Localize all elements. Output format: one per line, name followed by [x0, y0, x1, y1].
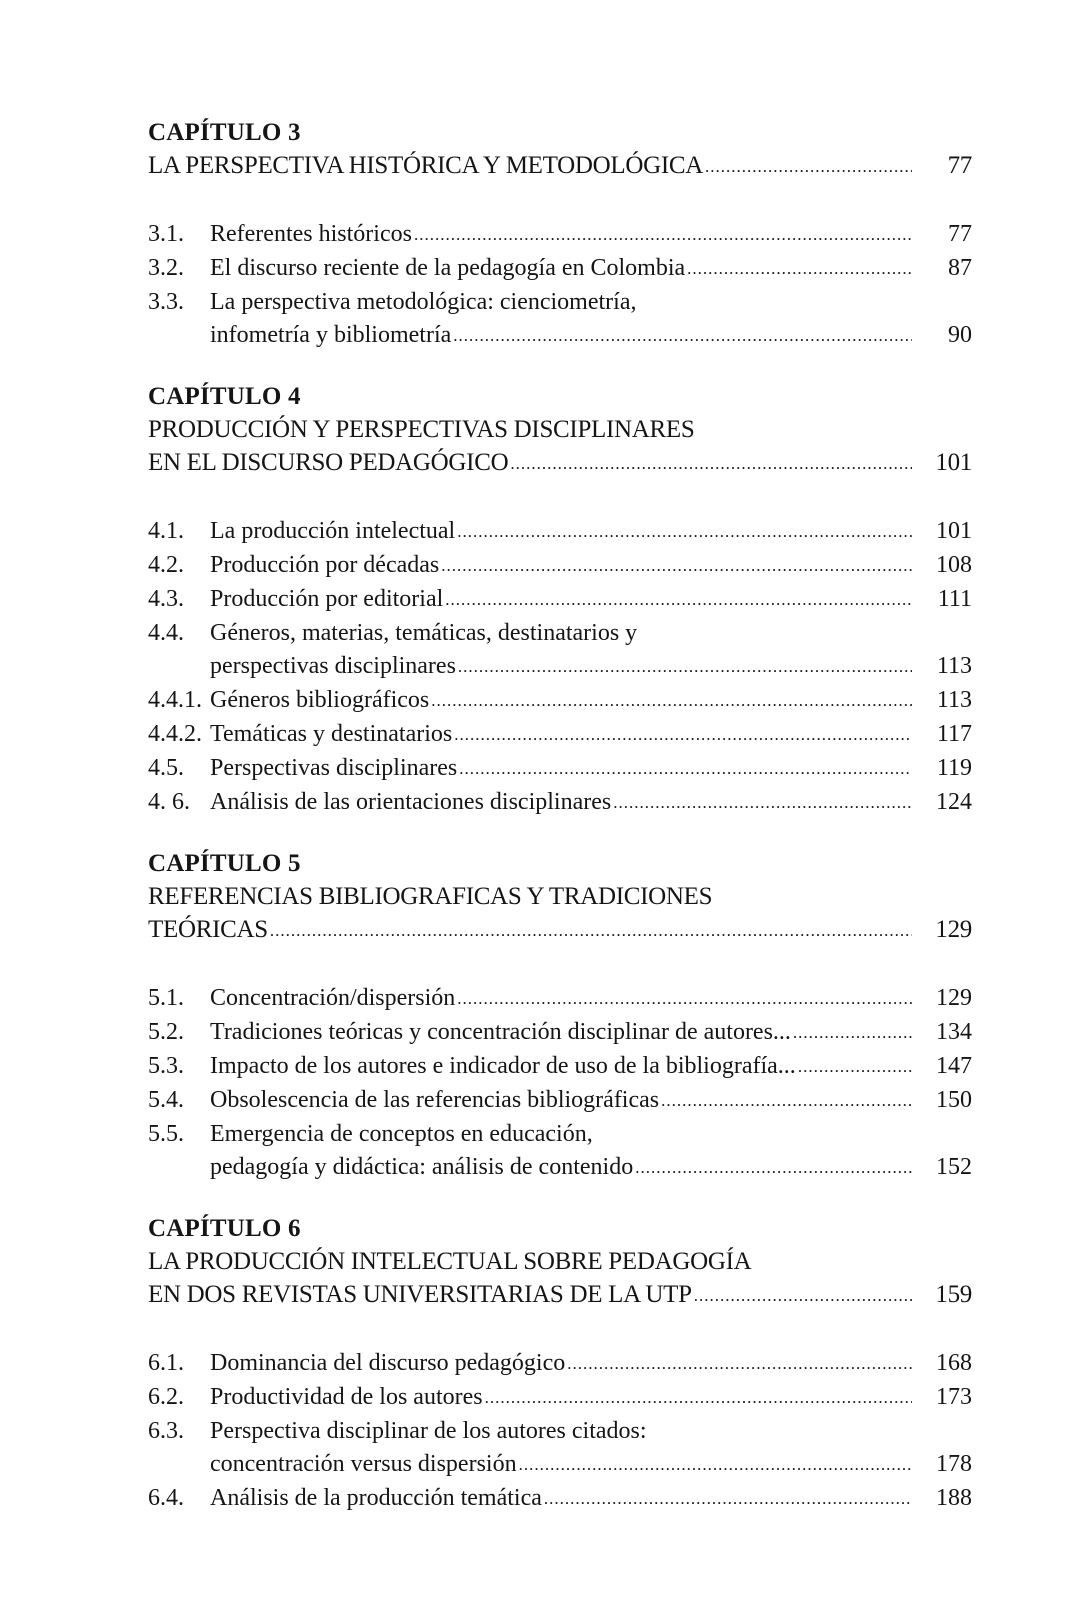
- section-number: 4.4.: [148, 620, 184, 646]
- dot-leader: [661, 1083, 912, 1117]
- section-title: Análisis de las orientaciones disciplinares: [210, 789, 612, 815]
- section-row: [148, 286, 972, 319]
- section-number: 5.5.: [148, 1121, 184, 1147]
- dot-leader: [441, 548, 912, 582]
- section-entry: [148, 1050, 972, 1084]
- section-number: 6.1.: [148, 1350, 184, 1376]
- section-title: Tradiciones teóricas y concentración disciplinar de autores...: [210, 1019, 791, 1045]
- section-row: [148, 1084, 972, 1118]
- section-number: 5.1.: [148, 985, 184, 1011]
- section-row: [148, 252, 972, 286]
- section-entry: [148, 786, 972, 820]
- dot-leader: [613, 785, 912, 819]
- section-row: [148, 1050, 972, 1084]
- dot-leader: [519, 1447, 912, 1481]
- section-title: Géneros bibliográficos: [210, 687, 430, 713]
- page-number: 188: [936, 1485, 972, 1511]
- chapter-title-line: TEÓRICAS: [148, 916, 268, 943]
- page-number: 147: [936, 1053, 972, 1079]
- section-title: Temáticas y destinatarios: [210, 721, 453, 747]
- section-title: Perspectivas disciplinares: [210, 755, 458, 781]
- chapter-title-line: EN EL DISCURSO PEDAGÓGICO: [148, 449, 509, 476]
- dot-leader: [567, 1346, 912, 1380]
- section-entry: [148, 583, 972, 617]
- page-number: 150: [936, 1087, 972, 1113]
- section-entry: [148, 1118, 972, 1185]
- section-row: [148, 583, 972, 617]
- section-title: Géneros, materias, temáticas, destinatarios y: [210, 620, 638, 646]
- chapter-title: [148, 880, 972, 948]
- page-number: 124: [936, 789, 972, 815]
- dot-leader: [705, 148, 912, 183]
- section-row: [148, 718, 972, 752]
- page-number: 119: [936, 755, 972, 781]
- section-number: 4.3.: [148, 586, 184, 612]
- chapter-entry: [148, 380, 972, 820]
- section-number: 4.4.2.: [148, 721, 202, 747]
- section-row: [148, 1381, 972, 1415]
- section-entry: [148, 1347, 972, 1381]
- section-title: Producción por décadas: [210, 552, 440, 578]
- section-title: Impacto de los autores e indicador de uso de la bibliografía...: [210, 1053, 796, 1079]
- dot-leader: [457, 981, 912, 1015]
- dot-leader: [454, 717, 912, 751]
- chapter-label: CAPÍTULO 6: [148, 1215, 301, 1242]
- page-number: 113: [936, 653, 972, 679]
- chapter-entry: [148, 116, 972, 353]
- section-number: 6.4.: [148, 1485, 184, 1511]
- section-title: Obsolescencia de las referencias bibliográficas: [210, 1087, 660, 1113]
- chapter-title: [148, 1245, 972, 1313]
- section-title: pedagogía y didáctica: análisis de contenido: [210, 1154, 634, 1180]
- section-list: [148, 982, 972, 1185]
- section-entry: [148, 1016, 972, 1050]
- page-number: 77: [948, 221, 972, 247]
- section-title: Referentes históricos: [210, 221, 412, 247]
- dot-leader: [798, 1049, 912, 1083]
- section-number: 4.5.: [148, 755, 184, 781]
- page-number: 134: [936, 1019, 972, 1045]
- chapter-entry: [148, 847, 972, 1185]
- page-number: 159: [935, 1281, 972, 1308]
- section-title: Dominancia del discurso pedagógico: [210, 1350, 566, 1376]
- chapter-title-line: REFERENCIAS BIBLIOGRAFICAS Y TRADICIONES: [148, 883, 713, 910]
- section-row: [148, 786, 972, 820]
- section-entry: [148, 252, 972, 286]
- section-number: 4.4.1.: [148, 687, 202, 713]
- chapter-title-row: [148, 446, 972, 481]
- table-of-contents: [148, 116, 972, 1543]
- section-title: Productividad de los autores: [210, 1384, 483, 1410]
- section-number: 4.2.: [148, 552, 184, 578]
- section-list: [148, 1347, 972, 1516]
- section-row: [148, 1482, 972, 1516]
- chapter-label: CAPÍTULO 3: [148, 119, 301, 146]
- dot-leader: [414, 217, 912, 251]
- dot-leader: [694, 1277, 912, 1312]
- section-entry: [148, 982, 972, 1016]
- section-row: [148, 982, 972, 1016]
- section-number: 4.1.: [148, 518, 184, 544]
- spacer: [148, 481, 972, 515]
- chapter-title-line: EN DOS REVISTAS UNIVERSITARIAS DE LA UTP: [148, 1281, 692, 1308]
- section-number: 4. 6.: [148, 789, 190, 815]
- section-title: perspectivas disciplinares: [210, 653, 456, 679]
- section-row: [148, 515, 972, 549]
- page-number: 173: [936, 1384, 972, 1410]
- dot-leader: [459, 751, 912, 785]
- section-title: Perspectiva disciplinar de los autores citados:: [210, 1418, 647, 1444]
- section-row: [148, 1016, 972, 1050]
- section-row: [148, 1118, 972, 1151]
- chapter-entry: [148, 1212, 972, 1516]
- section-number: 5.2.: [148, 1019, 184, 1045]
- section-row: [148, 684, 972, 718]
- dot-leader: [270, 912, 912, 947]
- page-number: 101: [935, 449, 972, 476]
- section-entry: [148, 684, 972, 718]
- dot-leader: [544, 1481, 912, 1515]
- section-number: 3.3.: [148, 289, 184, 315]
- page-number: 87: [948, 255, 972, 281]
- section-number: 3.2.: [148, 255, 184, 281]
- chapter-title-row: [148, 1278, 972, 1313]
- page-number: 113: [936, 687, 972, 713]
- section-title: La perspectiva metodológica: cienciometría,: [210, 289, 637, 315]
- section-entry: [148, 549, 972, 583]
- section-number: 5.4.: [148, 1087, 184, 1113]
- dot-leader: [457, 514, 912, 548]
- chapter-title: [148, 149, 972, 184]
- page-number: 101: [936, 518, 972, 544]
- section-entry: [148, 718, 972, 752]
- page-number: 77: [947, 152, 972, 179]
- section-title: concentración versus dispersión: [210, 1451, 517, 1477]
- section-entry: [148, 218, 972, 252]
- section-list: [148, 515, 972, 820]
- section-entry: [148, 752, 972, 786]
- dot-leader: [445, 582, 912, 616]
- dot-leader: [510, 445, 912, 480]
- page-number: 117: [936, 721, 972, 747]
- section-title: Emergencia de conceptos en educación,: [210, 1121, 593, 1147]
- section-number: 5.3.: [148, 1053, 184, 1079]
- chapter-title-row: [148, 913, 972, 948]
- chapter-label: CAPÍTULO 4: [148, 383, 301, 410]
- section-row: [148, 752, 972, 786]
- section-row: [148, 1347, 972, 1381]
- spacer: [148, 948, 972, 982]
- section-number: 6.3.: [148, 1418, 184, 1444]
- page-number: 168: [936, 1350, 972, 1376]
- dot-leader: [485, 1380, 912, 1414]
- section-entry: [148, 1482, 972, 1516]
- dot-leader: [793, 1015, 912, 1049]
- chapter-title: [148, 413, 972, 481]
- spacer: [148, 184, 972, 218]
- section-title: Producción por editorial: [210, 586, 444, 612]
- section-entry: [148, 286, 972, 353]
- section-entry: [148, 1381, 972, 1415]
- chapter-title-line: LA PRODUCCIÓN INTELECTUAL SOBRE PEDAGOGÍA: [148, 1248, 752, 1275]
- dot-leader: [458, 649, 912, 683]
- page-number: 129: [935, 916, 972, 943]
- section-row: [148, 1151, 972, 1185]
- chapter-title-line: LA PERSPECTIVA HISTÓRICA Y METODOLÓGICA: [148, 152, 704, 179]
- chapter-label: CAPÍTULO 5: [148, 850, 301, 877]
- page-number: 108: [936, 552, 972, 578]
- section-entry: [148, 1084, 972, 1118]
- page-number: 129: [936, 985, 972, 1011]
- section-entry: [148, 617, 972, 684]
- section-row: [148, 1415, 972, 1448]
- page-number: 90: [948, 322, 972, 348]
- chapter-title-line: PRODUCCIÓN Y PERSPECTIVAS DISCIPLINARES: [148, 416, 695, 443]
- page-number: 178: [936, 1451, 972, 1477]
- section-title: La producción intelectual: [210, 518, 456, 544]
- dot-leader: [635, 1150, 912, 1184]
- dot-leader: [687, 251, 912, 285]
- section-title: infometría y bibliometría: [210, 322, 452, 348]
- dot-leader: [431, 683, 912, 717]
- section-row: [148, 617, 972, 650]
- dot-leader: [453, 318, 912, 352]
- section-title: Concentración/dispersión: [210, 985, 456, 1011]
- section-row: [148, 1448, 972, 1482]
- page-number: 111: [937, 586, 972, 612]
- spacer: [148, 1313, 972, 1347]
- section-row: [148, 650, 972, 684]
- section-row: [148, 549, 972, 583]
- section-title: Análisis de la producción temática: [210, 1485, 542, 1511]
- chapter-title-row: [148, 149, 972, 184]
- section-title: El discurso reciente de la pedagogía en Colombia: [210, 255, 686, 281]
- section-number: 6.2.: [148, 1384, 184, 1410]
- section-list: [148, 218, 972, 353]
- section-row: [148, 319, 972, 353]
- page-number: 152: [936, 1154, 972, 1180]
- section-number: 3.1.: [148, 221, 184, 247]
- section-entry: [148, 515, 972, 549]
- section-row: [148, 218, 972, 252]
- section-entry: [148, 1415, 972, 1482]
